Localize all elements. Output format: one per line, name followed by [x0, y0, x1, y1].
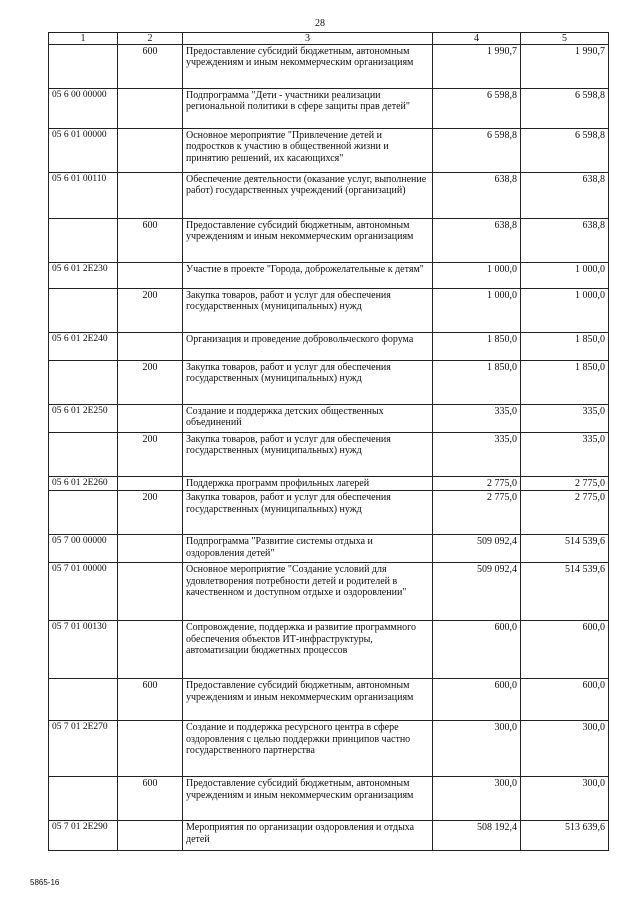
value-2025-cell: 600,0: [521, 621, 609, 679]
type-cell: [118, 129, 183, 173]
code-cell: [49, 433, 118, 477]
table-row: [49, 821, 609, 851]
type-cell: [118, 477, 183, 491]
value-2024-cell: 335,0: [433, 433, 521, 477]
value-2025-cell: 638,8: [521, 173, 609, 219]
code-cell: 05 7 01 00000: [49, 563, 118, 621]
table-row: [49, 621, 609, 679]
value-2025-cell: 1 000,0: [521, 263, 609, 289]
table-row: [49, 219, 609, 263]
code-cell: [49, 219, 118, 263]
type-cell: [118, 563, 183, 621]
code-cell: 05 6 01 2Е240: [49, 333, 118, 361]
value-2024-cell: 638,8: [433, 173, 521, 219]
value-2025-cell: 514 539,6: [521, 563, 609, 621]
type-cell: [118, 263, 183, 289]
value-2025-cell: 335,0: [521, 405, 609, 433]
value-2024-cell: 2 775,0: [433, 491, 521, 535]
header-col-2: 2: [118, 33, 183, 45]
code-cell: [49, 777, 118, 821]
value-2025-cell: 513 639,6: [521, 821, 609, 851]
table-row: [49, 289, 609, 333]
table-row: [49, 333, 609, 361]
code-cell: [49, 679, 118, 721]
table-row: [49, 129, 609, 173]
value-2024-cell: 6 598,8: [433, 89, 521, 129]
type-cell: [118, 721, 183, 777]
value-2025-cell: 514 539,6: [521, 535, 609, 563]
value-2025-cell: 1 850,0: [521, 333, 609, 361]
code-cell: 05 7 00 00000: [49, 535, 118, 563]
code-cell: [49, 361, 118, 405]
value-2024-cell: 2 775,0: [433, 477, 521, 491]
code-cell: 05 6 01 2Е230: [49, 263, 118, 289]
value-2025-cell: 300,0: [521, 721, 609, 777]
type-cell: 600: [118, 45, 183, 89]
table-row: [49, 45, 609, 89]
code-cell: 05 6 01 2Е250: [49, 405, 118, 433]
name-cell: Подпрограмма "Развитие системы отдыха и оздоровления детей": [183, 535, 433, 563]
footer-code: 5865-16: [30, 878, 60, 887]
name-cell: Поддержка программ профильных лагерей: [183, 477, 433, 491]
value-2025-cell: 1 990,7: [521, 45, 609, 89]
page-number: 28: [315, 18, 325, 29]
type-cell: 600: [118, 777, 183, 821]
name-cell: Закупка товаров, работ и услуг для обеспечения государственных (муниципальных) нужд: [183, 491, 433, 535]
value-2024-cell: 508 192,4: [433, 821, 521, 851]
value-2025-cell: 300,0: [521, 777, 609, 821]
code-cell: 05 7 01 00130: [49, 621, 118, 679]
table-row: [49, 563, 609, 621]
value-2024-cell: 600,0: [433, 679, 521, 721]
value-2025-cell: 6 598,8: [521, 89, 609, 129]
table-row: [49, 721, 609, 777]
type-cell: [118, 621, 183, 679]
table-row: [49, 777, 609, 821]
table-body: [49, 45, 609, 851]
value-2025-cell: 638,8: [521, 219, 609, 263]
table-row: [49, 89, 609, 129]
budget-table: [48, 32, 609, 851]
name-cell: Предоставление субсидий бюджетным, автономным учреждениям и иным некоммерческим организациям: [183, 777, 433, 821]
name-cell: Закупка товаров, работ и услуг для обеспечения государственных (муниципальных) нужд: [183, 361, 433, 405]
name-cell: Создание и поддержка ресурсного центра в сфере оздоровления с целью поддержки принципов частно государственного партнерства: [183, 721, 433, 777]
name-cell: Создание и поддержка детских общественных объединений: [183, 405, 433, 433]
name-cell: Основное мероприятие "Привлечение детей и подростков к участию в общественной жизни и принятию решений, их касающихся": [183, 129, 433, 173]
type-cell: [118, 535, 183, 563]
code-cell: 05 6 00 00000: [49, 89, 118, 129]
value-2025-cell: 6 598,8: [521, 129, 609, 173]
code-cell: [49, 289, 118, 333]
header-col-4: 4: [433, 33, 521, 45]
value-2025-cell: 1 000,0: [521, 289, 609, 333]
table-row: [49, 679, 609, 721]
type-cell: [118, 821, 183, 851]
code-cell: [49, 491, 118, 535]
table-row: [49, 477, 609, 491]
header-col-5: 5: [521, 33, 609, 45]
value-2024-cell: 1 990,7: [433, 45, 521, 89]
type-cell: [118, 405, 183, 433]
table-row: [49, 173, 609, 219]
type-cell: 200: [118, 361, 183, 405]
header-col-3: 3: [183, 33, 433, 45]
table-row: [49, 535, 609, 563]
type-cell: 200: [118, 491, 183, 535]
name-cell: Мероприятия по организации оздоровления и отдыха детей: [183, 821, 433, 851]
table-row: [49, 433, 609, 477]
value-2024-cell: 6 598,8: [433, 129, 521, 173]
code-cell: 05 6 01 00110: [49, 173, 118, 219]
table-row: [49, 361, 609, 405]
name-cell: Подпрограмма "Дети - участники реализации региональной политики в сфере защиты прав детей": [183, 89, 433, 129]
value-2024-cell: 1 850,0: [433, 333, 521, 361]
type-cell: 600: [118, 219, 183, 263]
table-header-row: [49, 33, 609, 45]
value-2024-cell: 300,0: [433, 721, 521, 777]
value-2025-cell: 335,0: [521, 433, 609, 477]
table-row: [49, 405, 609, 433]
table-row: [49, 263, 609, 289]
value-2025-cell: 2 775,0: [521, 477, 609, 491]
header-col-1: 1: [49, 33, 118, 45]
type-cell: [118, 173, 183, 219]
value-2025-cell: 1 850,0: [521, 361, 609, 405]
name-cell: Сопровождение, поддержка и развитие программного обеспечения объектов ИТ-инфраструктуры, автоматизации бюджетных процессов: [183, 621, 433, 679]
name-cell: Предоставление субсидий бюджетным, автономным учреждениям и иным некоммерческим организациям: [183, 679, 433, 721]
value-2024-cell: 600,0: [433, 621, 521, 679]
table-row: [49, 491, 609, 535]
value-2024-cell: 509 092,4: [433, 535, 521, 563]
value-2024-cell: 638,8: [433, 219, 521, 263]
value-2024-cell: 509 092,4: [433, 563, 521, 621]
type-cell: 200: [118, 433, 183, 477]
code-cell: 05 7 01 2Е270: [49, 721, 118, 777]
name-cell: Закупка товаров, работ и услуг для обеспечения государственных (муниципальных) нужд: [183, 289, 433, 333]
type-cell: [118, 333, 183, 361]
value-2025-cell: 2 775,0: [521, 491, 609, 535]
name-cell: Участие в проекте "Города, доброжелательные к детям": [183, 263, 433, 289]
type-cell: 600: [118, 679, 183, 721]
name-cell: Предоставление субсидий бюджетным, автономным учреждениям и иным некоммерческим организациям: [183, 219, 433, 263]
name-cell: Организация и проведение добровольческого форума: [183, 333, 433, 361]
name-cell: Обеспечение деятельности (оказание услуг, выполнение работ) государственных учреждений (организаций): [183, 173, 433, 219]
code-cell: 05 7 01 2Е290: [49, 821, 118, 851]
value-2024-cell: 335,0: [433, 405, 521, 433]
code-cell: [49, 45, 118, 89]
code-cell: 05 6 01 2Е260: [49, 477, 118, 491]
code-cell: 05 6 01 00000: [49, 129, 118, 173]
name-cell: Предоставление субсидий бюджетным, автономным учреждениям и иным некоммерческим организациям: [183, 45, 433, 89]
name-cell: Основное мероприятие "Создание условий для удовлетворения потребности детей и родителей в качественном и доступном отдыхе и оздоровлении": [183, 563, 433, 621]
type-cell: 200: [118, 289, 183, 333]
name-cell: Закупка товаров, работ и услуг для обеспечения государственных (муниципальных) нужд: [183, 433, 433, 477]
value-2024-cell: 1 850,0: [433, 361, 521, 405]
value-2024-cell: 1 000,0: [433, 263, 521, 289]
type-cell: [118, 89, 183, 129]
value-2025-cell: 600,0: [521, 679, 609, 721]
value-2024-cell: 300,0: [433, 777, 521, 821]
value-2024-cell: 1 000,0: [433, 289, 521, 333]
